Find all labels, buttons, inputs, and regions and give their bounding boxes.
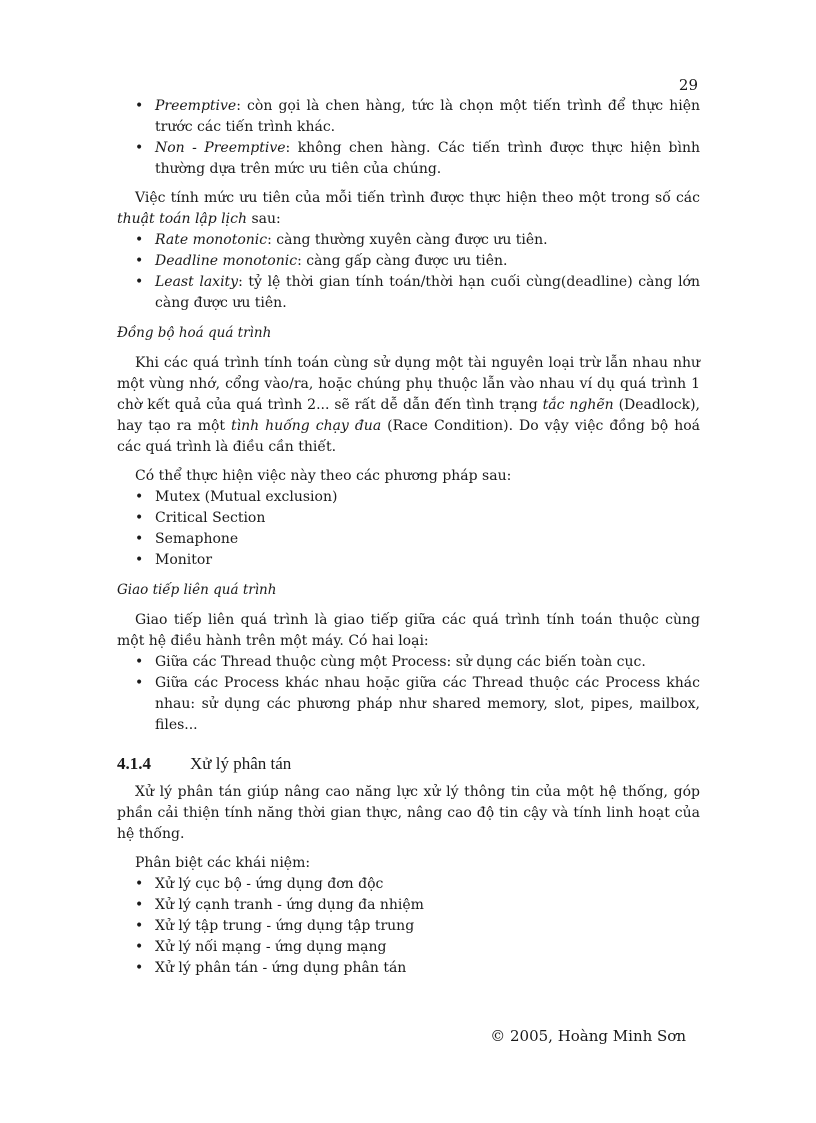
list-item	[117, 230, 700, 251]
list-item: • Giữa các Thread thuộc cùng một Process: sử dụng các biến toàn cục.	[117, 652, 700, 673]
text-span: Khi các quá trình tính toán cùng sử dụng một tài nguyên loại trừ lẫn nhau như một vùng nhớ, cổng vào/ra, hoặc chúng phụ thuộc lẫn vào nhau ví dụ quá trình 1 chờ kết quả của quá trình 2... sẽ rất dễ dẫn đến tình trạng	[117, 355, 700, 413]
algorithm-list	[117, 230, 700, 314]
list-text: : càng gấp càng được ưu tiên.	[297, 253, 508, 269]
preemption-list	[117, 96, 700, 180]
list-item: • Mutex (Mutual exclusion)	[117, 487, 700, 508]
text-span: sau:	[247, 211, 281, 227]
sync-subheading: Đồng bộ hoá quá trình	[117, 325, 272, 341]
ipc-list	[117, 652, 700, 736]
copyright-footer: © 2005, Hoàng Minh Sơn	[490, 1027, 686, 1045]
priority-paragraph	[117, 188, 700, 230]
ipc-subheading: Giao tiếp liên quá trình	[117, 582, 277, 598]
list-term: Rate monotonic	[155, 232, 268, 248]
list-term: Preemptive	[155, 98, 237, 114]
list-item: • Semaphone	[117, 529, 700, 550]
list-term: Non - Preemptive	[155, 140, 286, 156]
section-title: Xử lý phân tán	[190, 754, 292, 773]
list-text: : không chen hàng. Các tiến trình được thực hiện bình thường dựa trên mức ưu tiên của chúng.	[155, 140, 700, 177]
list-item: • Xử lý cục bộ - ứng dụng đơn độc	[117, 874, 700, 895]
emphasis: tình huống chạy đua	[231, 418, 382, 434]
concepts-list	[117, 874, 700, 979]
text-span: (Race Condition). Do vậy việc đồng bộ hoá các quá trình là điều cần thiết.	[117, 418, 700, 455]
list-item: • Critical Section	[117, 508, 700, 529]
concepts-intro: Phân biệt các khái niệm:	[135, 855, 311, 871]
emphasis: thuật toán lập lịch	[117, 211, 247, 227]
list-item	[117, 251, 700, 272]
section-heading	[117, 753, 700, 774]
list-item: • Xử lý tập trung - ứng dụng tập trung	[117, 916, 700, 937]
list-item: • Xử lý cạnh tranh - ứng dụng đa nhiệm	[117, 895, 700, 916]
text-span: (Deadlock), hay tạo ra một	[117, 397, 701, 434]
list-item: • Xử lý phân tán - ứng dụng phân tán	[117, 958, 700, 979]
list-text: : tỷ lệ thời gian tính toán/thời hạn cuối cùng(deadline) càng lớn càng được ưu tiên.	[155, 274, 700, 311]
list-item: • Xử lý nối mạng - ứng dụng mạng	[117, 937, 700, 958]
list-item: • Monitor	[117, 550, 700, 571]
emphasis: tắc nghẽn	[542, 397, 614, 413]
methods-list	[117, 487, 700, 571]
list-item	[117, 272, 700, 314]
list-term: Least laxity	[155, 274, 239, 290]
section-number: 4.1.4	[117, 754, 151, 773]
ipc-paragraph: Giao tiếp liên quá trình là giao tiếp giữa các quá trình tính toán thuộc cùng một hệ điều hành trên một máy. Có hai loại:	[117, 612, 700, 649]
distributed-paragraph: Xử lý phân tán giúp nâng cao năng lực xử lý thông tin của một hệ thống, góp phần cải thiện tính năng thời gian thực, nâng cao độ tin cậy và tính linh hoạt của hệ thống.	[117, 784, 700, 842]
text-span: Việc tính mức ưu tiên của mỗi tiến trình được thực hiện theo một trong số các	[135, 190, 700, 206]
list-item: • Giữa các Process khác nhau hoặc giữa các Thread thuộc các Process khác nhau: sử dụng các phương pháp như shared memory, slot, pipes, mailbox, files...	[117, 673, 700, 736]
page-content	[117, 96, 700, 979]
methods-intro: Có thể thực hiện việc này theo các phương pháp sau:	[135, 468, 512, 484]
list-item	[117, 96, 700, 138]
sync-paragraph	[117, 353, 700, 458]
list-term: Deadline monotonic	[155, 253, 298, 269]
list-text: : còn gọi là chen hàng, tức là chọn một tiến trình để thực hiện trước các tiến trình khác.	[155, 98, 700, 135]
list-text: : càng thường xuyên càng được ưu tiên.	[267, 232, 548, 248]
page-number: 29	[678, 76, 698, 94]
list-item	[117, 138, 700, 180]
